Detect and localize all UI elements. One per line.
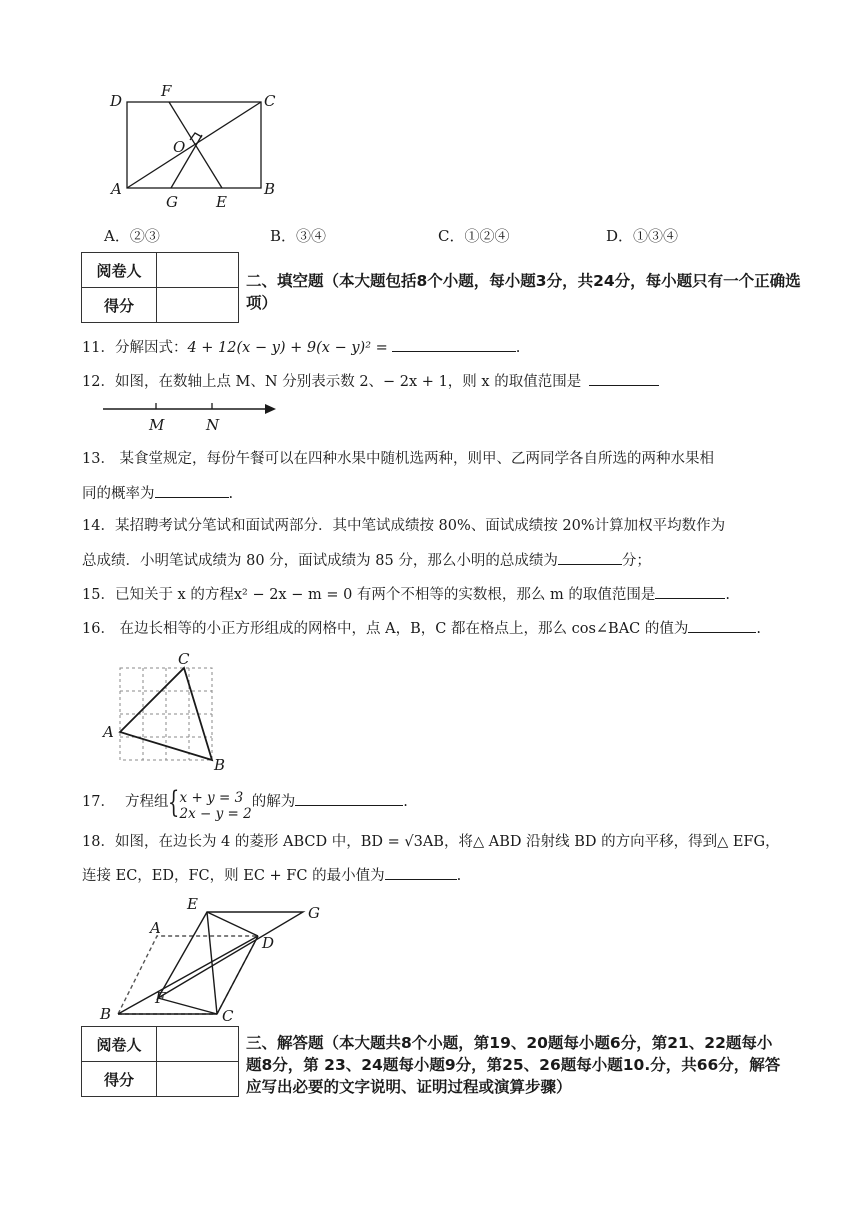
q18-answer-blank[interactable] [385,864,457,880]
question-17: 17． 方程组{ x + y = 3 2x − y = 2 的解为 . [82,785,408,822]
label-B: B [264,180,276,198]
q15-answer-blank[interactable] [655,583,725,599]
q14-answer-blank[interactable] [558,549,622,565]
label-O: O [173,138,186,156]
q13-answer-blank[interactable] [155,482,229,498]
option-b: B．③④ [270,227,327,245]
label-D: D [110,92,123,110]
label-E: E [187,895,198,913]
label-F: F [155,989,166,1007]
question-11: 11．分解因式：4 + 12(x − y) + 9(x − y)² = . [82,336,520,358]
question-14-line1: 14．某招聘考试分笔试和面试两部分．其中笔试成绩按 80%、面试成绩按 20%计算加权平均数作为 [82,518,726,534]
q16-answer-blank[interactable] [688,617,756,633]
label-A: A [111,180,122,198]
label-C: C [264,92,276,110]
q11-answer-blank[interactable] [392,336,516,352]
question-14-line2: 总成绩．小明笔试成绩为 80 分，面试成绩为 85 分，那么小明的总成绩为 分； [82,549,651,571]
score-table-1 [81,252,239,323]
option-a: A．②③ [104,227,160,245]
option-c: C．①②④ [438,227,510,245]
rectangle-figure [100,80,300,215]
label-C: C [222,1007,234,1023]
question-18-line1: 18．如图，在边长为 4 的菱形 ABCD 中，BD = √3AB，将△ ABD 沿射线 BD 的方向平移，得到△ EFG， [82,834,780,850]
label-F: F [161,82,172,100]
question-12: 12．如图，在数轴上点 M、N 分别表示数 2、− 2x + 1，则 x 的取值范围是 [82,370,659,392]
label-N: N [206,416,220,434]
question-15: 15．已知关于 x 的方程x² − 2x − m = 0 有两个不相等的实数根，那么 m 的取值范围是 . [82,583,730,605]
q17-eq2: 2x − y = 2 [179,806,252,822]
section-2-title: 二、填空题（本大题包括8个小题，每小题3分，共24分，每小题只有一个正确选项） [246,272,801,312]
question-13-line1: 13． 某食堂规定，每份午餐可以在四种水果中随机选两种，则甲、乙两同学各自所选的两种水果相 [82,451,715,467]
question-16: 16． 在边长相等的小正方形组成的网格中，点 A，B，C 都在格点上，那么 cos∠BAC 的值为 . [82,617,761,639]
grid-figure [98,648,228,773]
label-G: G [308,904,320,922]
label-E: E [216,193,227,211]
label-A: A [103,723,114,741]
q17-eq1: x + y = 3 [179,790,244,806]
label-B: B [100,1005,112,1023]
section-3-title: 三、解答题（本大题共8个小题，第19、20题每小题6分，第21、22题每小题8分，第 23、24题每小题9分，第25、26题每小题10.分，共66分，解答应写出必要的文字说明、证明过程或演算步骤） [246,1034,781,1096]
score-cell[interactable] [157,1062,239,1097]
score-cell[interactable] [157,288,239,323]
label-A: A [150,919,161,937]
q12-answer-blank[interactable] [589,370,659,386]
reviewer-label: 阅卷人 [82,253,157,288]
reviewer-cell[interactable] [157,1027,239,1062]
label-M: M [149,416,165,434]
q17-answer-blank[interactable] [295,790,403,806]
score-table-2 [81,1026,239,1097]
reviewer-label: 阅卷人 [82,1027,157,1062]
label-G: G [166,193,178,211]
reviewer-cell[interactable] [157,253,239,288]
label-B: B [214,756,226,773]
label-C: C [178,650,190,668]
number-line [100,398,290,436]
option-d: D．①③④ [606,227,679,245]
score-label: 得分 [82,288,157,323]
q11-expression: 4 + 12(x − y) + 9(x − y)² = [187,340,388,356]
score-label: 得分 [82,1062,157,1097]
label-D: D [262,934,275,952]
rhombus-figure [95,895,335,1023]
question-13-line2: 同的概率为 . [82,482,233,504]
question-18-line2: 连接 EC，ED，FC，则 EC + FC 的最小值为 . [82,864,461,886]
